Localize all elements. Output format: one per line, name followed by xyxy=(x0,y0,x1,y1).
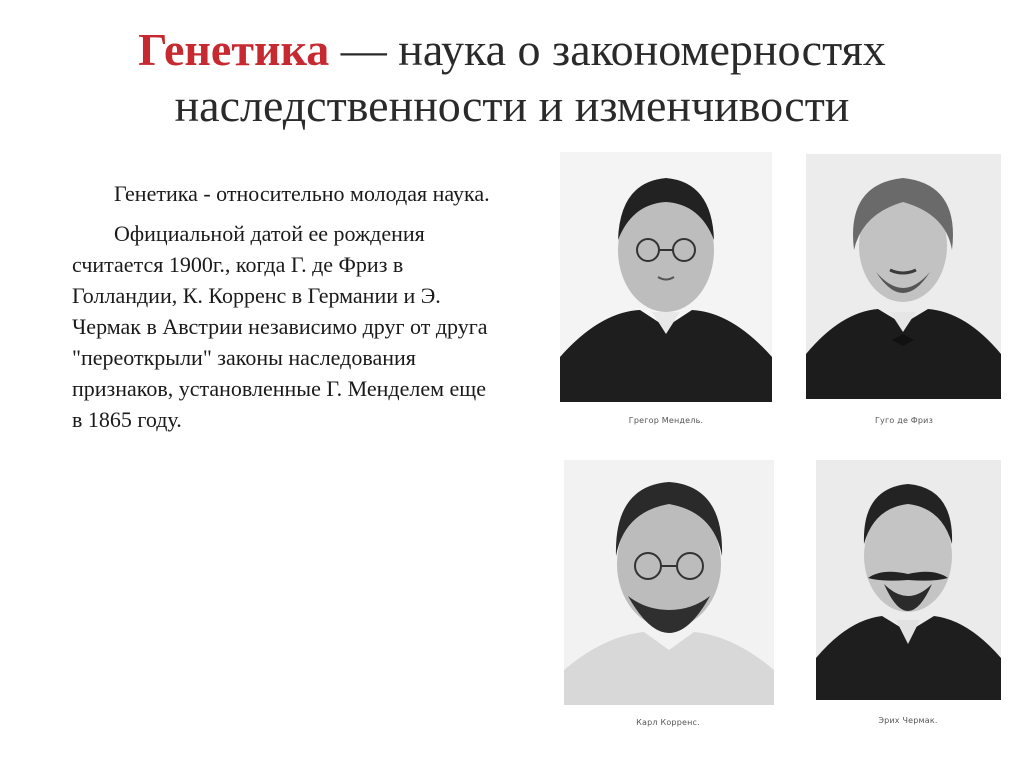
body-paragraph-1: Генетика - относительно молодая наука. xyxy=(114,181,490,206)
title-rest: — наука о закономерностях наследственности и изменчивости xyxy=(174,24,886,131)
portrait-photo-icon xyxy=(564,460,774,705)
caption-tschermak: Эрих Чермак. xyxy=(878,716,938,725)
portrait-photo-icon xyxy=(806,154,1001,399)
slide-title xyxy=(0,22,1024,134)
body-paragraph-2: Официальной датой ее рождения считается 1900г., когда Г. де Фриз в Голландии, К. Корренс в Германии и Э. Чермак в Австрии независимо друг от друга "переоткрыли" законы наследования признаков, установленные Г. Менделем еще в 1865 году. xyxy=(72,221,488,432)
portrait-tschermak xyxy=(816,460,1001,725)
portrait-photo-icon xyxy=(816,460,1001,700)
title-keyword: Генетика xyxy=(138,24,330,75)
slide-body xyxy=(72,178,492,444)
portrait-collage xyxy=(560,152,1001,744)
caption-mendel: Грегор Мендель. xyxy=(628,416,704,425)
portrait-mendel xyxy=(560,152,772,425)
portrait-de-vries xyxy=(806,154,1001,425)
caption-de-vries: Гуго де Фриз xyxy=(874,416,934,425)
portrait-photo-icon xyxy=(560,152,772,402)
portrait-correns xyxy=(564,460,774,727)
caption-correns: Карл Корренс. xyxy=(636,718,700,727)
